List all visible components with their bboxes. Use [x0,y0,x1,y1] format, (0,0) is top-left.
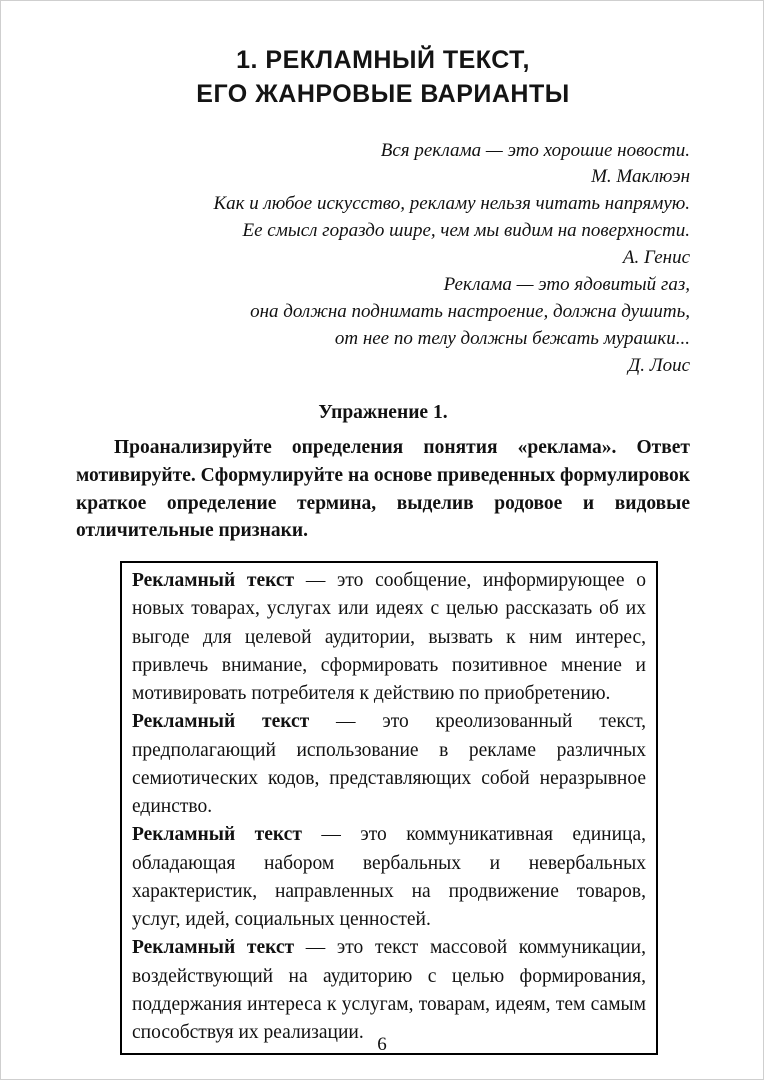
definition-text: — это коммуникативная единица, обладающая набором вербальных и невербальных характеристик, направленных на продвижение товаров, услуг, идей, социальных ценностей. [132,824,646,931]
epigraph-quote-line: Как и любое искусство, рекламу нельзя читать напрямую. [213,193,690,215]
definition-text: — это сообщение, информирующее о новых товарах, услугах или идеях с целью рассказать об их выгоде для целевой аудитории, вызвать к ним интерес, привлечь внимание, сформировать позитивное мнение и мотивировать потребителя к действию по приобретению. [132,569,646,705]
epigraph-quote-line: от нее по телу должны бежать мурашки... [334,328,690,350]
chapter-title-line-1: 1. РЕКЛАМНЫЙ ТЕКСТ, [236,46,530,74]
definition-paragraph [132,708,646,821]
epigraph-quote-line: Вся реклама — это хорошие новости. [380,139,690,161]
epigraph-author: М. Маклюэн [591,166,690,188]
exercise-heading: Упражнение 1. [318,402,448,424]
definition-text: — это текст массовой коммуникации, воздействующий на аудиторию с целью формирования, поддержания интереса к услугам, товарам, идеям, тем самым способствуя их реализации. [132,937,646,1044]
definition-term: Рекламный текст [132,824,302,846]
definition-term: Рекламный текст [132,937,295,959]
task-instruction: Проанализируйте определения понятия «реклама». Ответ мотивируйте. Сформулируйте на основе приведенных формулировок краткое определение термина, выделив родовое и видовые отличительные признаки. [76,437,690,542]
definition-paragraph [132,934,646,1047]
epigraph-block [76,138,690,381]
chapter-title-line-2: ЕГО ЖАНРОВЫЕ ВАРИАНТЫ [196,79,570,108]
definition-paragraph [132,821,646,934]
definitions-box [120,561,658,1056]
epigraph-author: А. Генис [622,247,690,269]
definition-term: Рекламный текст [132,569,295,591]
chapter-title [76,44,690,112]
definition-paragraph [132,567,646,708]
definition-text: — это креолизованный текст, предполагающий использование в рекламе различных семиотических кодов, представляющих собой неразрывное единство. [132,711,646,818]
definition-term: Рекламный текст [132,711,310,733]
epigraph-author: Д. Лоис [628,355,690,377]
epigraph-quote-line: Реклама — это ядовитый газ, [443,274,690,296]
epigraph-quote-line: Ее смысл гораздо шире, чем мы видим на поверхности. [242,220,690,242]
epigraph-quote-line: она должна поднимать настроение, должна душить, [250,301,690,323]
page-number: 6 [377,1034,387,1055]
